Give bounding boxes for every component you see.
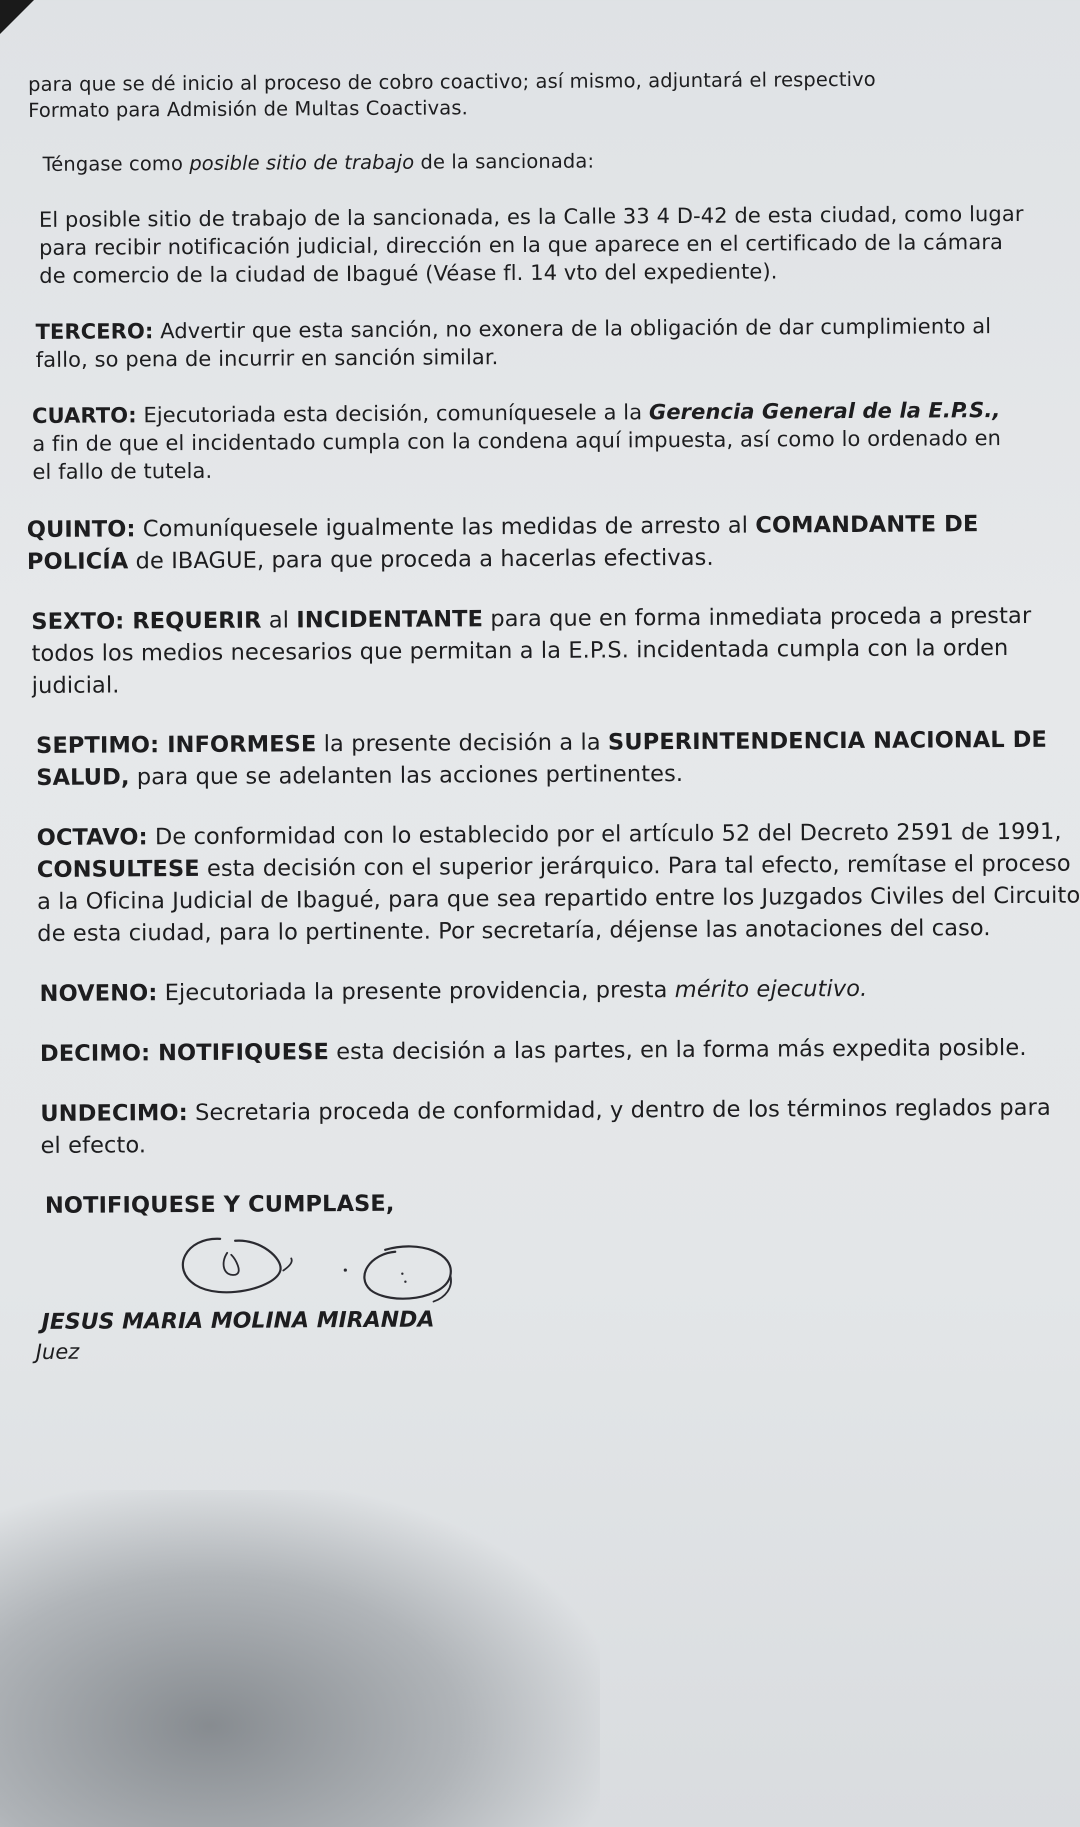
octavo-text-2: esta decisión con el superior jerárquico. Para tal efecto, remítase el proceso	[199, 850, 1071, 882]
cuarto-entity: Gerencia General de la E.P.S.,	[648, 398, 1001, 425]
tercero-line-2: fallo, so pena de incurrir en sanción similar.	[35, 345, 499, 372]
octavo-line-3: a la Oficina Judicial de Ibagué, para que sea repartido entre los Juzgados Civiles del Circuito	[36, 882, 1080, 915]
septimo-entity-2: SALUD,	[36, 764, 130, 791]
sitio-line-3: de comercio de la ciudad de Ibagué (Véase fl. 14 vto del expediente).	[39, 259, 778, 288]
sexto-line-3: judicial.	[31, 672, 120, 699]
tercero-label: TERCERO:	[35, 319, 154, 344]
sexto-line-2: todos los medios necesarios que permitan a la E.P.S. incidentada cumpla con la orden	[31, 635, 1009, 667]
tengase-italic: posible sitio de trabajo	[189, 150, 415, 176]
decimo-text: esta decisión a las partes, en la forma más expedita posible.	[328, 1034, 1027, 1066]
septimo-entity-1: SUPERINTENDENCIA NACIONAL DE	[607, 726, 1048, 756]
septimo-line-2	[36, 756, 1080, 794]
septimo-text-2: para que se adelanten las acciones pertinentes.	[129, 761, 684, 791]
sexto-label: SEXTO: REQUERIR	[31, 607, 262, 635]
sexto-paragraph	[31, 600, 1080, 702]
intro-line-2: Formato para Admisión de Multas Coactivas.	[28, 96, 468, 122]
cuarto-line-2: a fin de que el incidentado cumpla con la condena aquí impuesta, así como lo ordenado en	[32, 426, 1002, 456]
quinto-line-2	[27, 540, 1080, 578]
septimo-paragraph	[36, 724, 1080, 794]
signer-name: JESUS MARIA MOLINA MIRANDA	[41, 1307, 435, 1335]
septimo-line-1	[36, 724, 1080, 762]
octavo-label: OCTAVO:	[36, 824, 148, 851]
tengase-line	[42, 146, 1080, 178]
undecimo-line-1	[40, 1092, 1080, 1130]
noveno-italic: mérito ejecutivo.	[674, 975, 868, 1004]
noveno-text: Ejecutoriada la presente providencia, presta	[157, 977, 675, 1007]
sitio-line-2: para recibir notificación judicial, dirección en la que aparece en el certificado de la cámara	[39, 230, 1004, 260]
tengase-pre: Téngase como	[42, 152, 190, 176]
handwritten-signature	[165, 1217, 506, 1307]
sexto-entity: INCIDENTANTE	[296, 606, 484, 634]
closing-formula: NOTIFIQUESE Y CUMPLASE,	[44, 1190, 395, 1219]
cuarto-label: CUARTO:	[32, 403, 137, 428]
tercero-text-1: Advertir que esta sanción, no exonera de la obligación de dar cumplimiento al	[153, 314, 992, 344]
quinto-entity-2: POLICÍA	[26, 548, 129, 576]
undecimo-label: UNDECIMO:	[40, 1100, 188, 1127]
sitio-paragraph	[39, 200, 1080, 290]
photo-shadow	[0, 1490, 600, 1827]
decimo-line	[40, 1032, 1080, 1070]
cuarto-line-3: el fallo de tutela.	[32, 458, 213, 484]
tengase-post: de la sancionada:	[414, 149, 595, 174]
quinto-line-1	[27, 508, 1080, 546]
signer-title: Juez	[35, 1339, 80, 1364]
undecimo-paragraph	[40, 1092, 1080, 1162]
sexto-text-2: para que en forma inmediata proceda a prestar	[482, 602, 1032, 633]
page-corner-shadow	[0, 0, 34, 34]
octavo-text-1: De conformidad con lo establecido por el artículo 52 del Decreto 2591 de 1991,	[147, 818, 1062, 851]
septimo-text-1: la presente decisión a la	[316, 729, 609, 758]
undecimo-text-1: Secretaria proceda de conformidad, y dentro de los términos reglados para	[187, 1094, 1051, 1127]
sexto-text-1: al	[261, 607, 297, 634]
quinto-paragraph	[27, 508, 1080, 578]
decimo-label: DECIMO: NOTIFIQUESE	[39, 1039, 330, 1067]
decimo-paragraph	[40, 1032, 1080, 1070]
octavo-line-4: de esta ciudad, para lo pertinente. Por secretaría, déjense las anotaciones del caso.	[37, 915, 991, 947]
sitio-line-1: El posible sitio de trabajo de la sancionada, es la Calle 33 4 D-42 de esta ciudad, como lugar	[38, 201, 1024, 232]
intro-line-1: para que se dé inicio al proceso de cobro coactivo; así mismo, adjuntará el respectivo	[28, 67, 876, 96]
quinto-label: QUINTO:	[26, 516, 136, 544]
noveno-label: NOVENO:	[39, 980, 158, 1007]
intro-paragraph	[28, 66, 1080, 124]
octavo-label-2: CONSULTESE	[36, 855, 200, 883]
octavo-paragraph	[37, 816, 1080, 950]
document-body	[28, 66, 1080, 1366]
septimo-label: SEPTIMO: INFORMESE	[36, 731, 317, 759]
tercero-paragraph	[36, 312, 1080, 374]
noveno-paragraph	[40, 972, 1080, 1010]
quinto-text-2: de IBAGUE, para que proceda a hacerlas efectivas.	[128, 544, 714, 575]
noveno-line	[40, 972, 1080, 1010]
quinto-entity-1: COMANDANTE DE	[755, 511, 979, 539]
undecimo-line-2: el efecto.	[40, 1132, 147, 1159]
cuarto-paragraph	[32, 396, 1080, 486]
signature-area	[35, 1214, 1080, 1308]
tengase-paragraph	[42, 146, 1080, 178]
quinto-text-1: Comuníquesele igualmente las medidas de arresto al	[135, 512, 756, 543]
cuarto-text-1: Ejecutoriada esta decisión, comuníquesele a la	[136, 400, 650, 428]
